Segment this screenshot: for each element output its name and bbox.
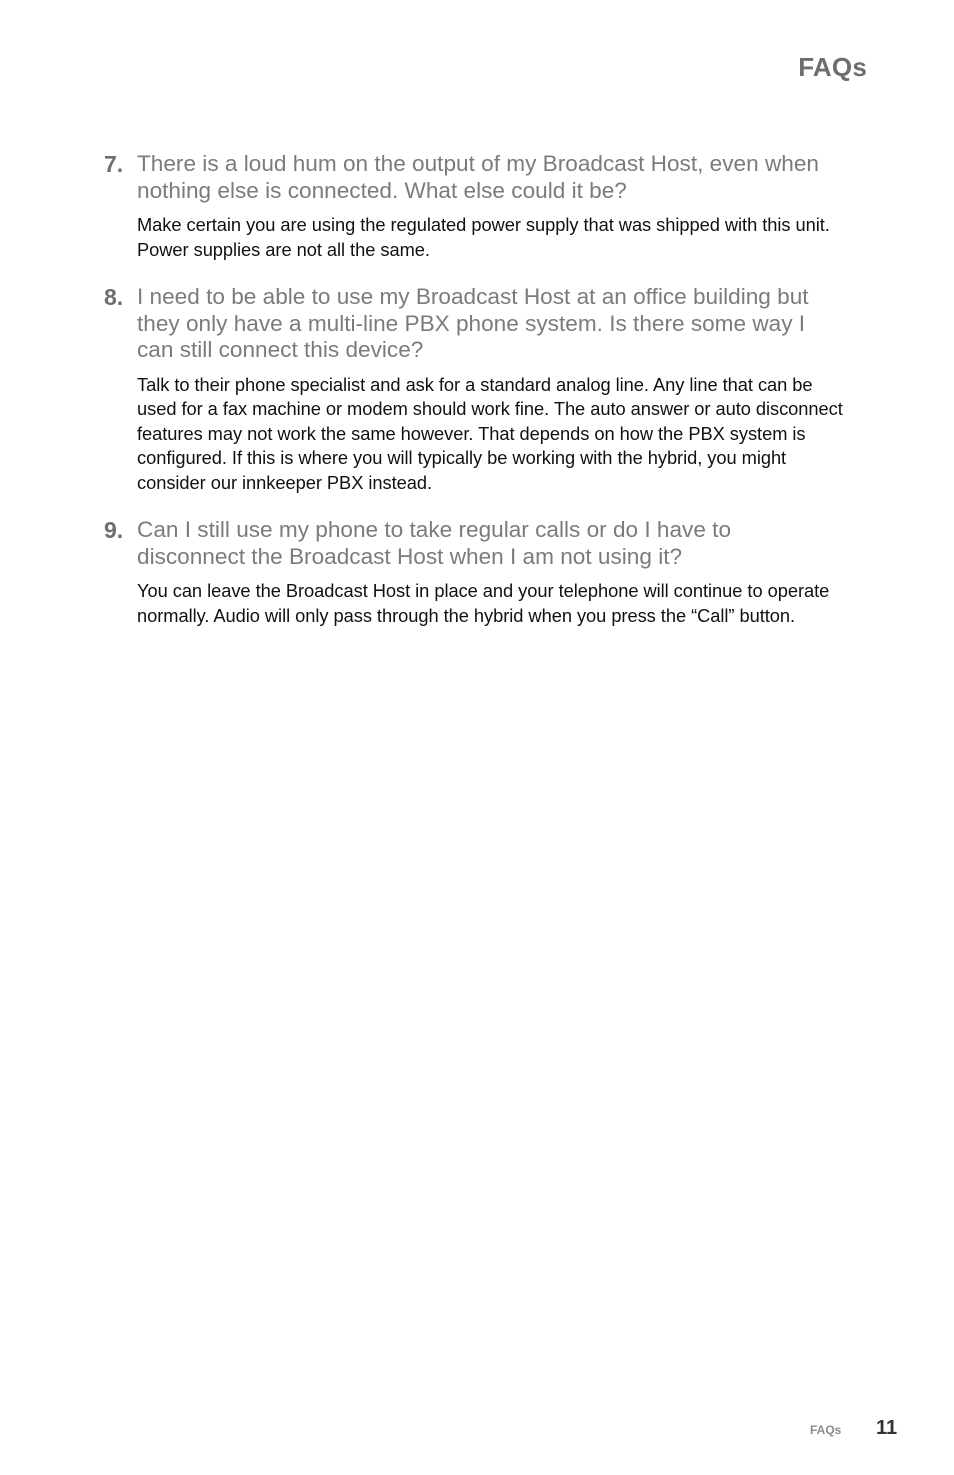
faq-item-9: [104, 517, 844, 628]
question-number: 9.: [104, 517, 124, 543]
faq-answer: Make certain you are using the regulated power supply that was shipped with this unit. Power supplies are not all the same.: [137, 214, 830, 260]
footer-section-label: FAQs: [810, 1423, 842, 1437]
page-section-title: FAQs: [798, 52, 867, 82]
faq-item-7: [104, 151, 844, 262]
question-text: I need to be able to use my Broadcast Host at an office building but they only have a multi-line PBX phone system. Is there some way I can still connect this device?: [137, 284, 809, 362]
question-number: 7.: [104, 151, 124, 177]
question-text: There is a loud hum on the output of my Broadcast Host, even when nothing else is connected. What else could it be?: [137, 151, 819, 203]
faq-answer: Talk to their phone specialist and ask for a standard analog line. Any line that can be used for a fax machine or modem should work fine. The auto answer or auto disconnect features may not work the same however. That depends on how the PBX system is configured. If this is where you will typically be working with the hybrid, you might consider our innkeeper PBX instead.: [137, 373, 843, 493]
faq-list: [104, 151, 844, 650]
faq-question: [104, 284, 844, 364]
question-text: Can I still use my phone to take regular calls or do I have to disconnect the Broadcast Host when I am not using it?: [137, 517, 732, 569]
question-number: 8.: [104, 284, 124, 310]
faq-item-8: [104, 284, 844, 495]
faq-question: [104, 517, 844, 570]
faq-question: [104, 151, 844, 204]
page-number: 11: [876, 1417, 898, 1439]
faq-answer: You can leave the Broadcast Host in place and your telephone will continue to operate normally. Audio will only pass through the hybrid when you press the “Call” button.: [137, 580, 830, 626]
